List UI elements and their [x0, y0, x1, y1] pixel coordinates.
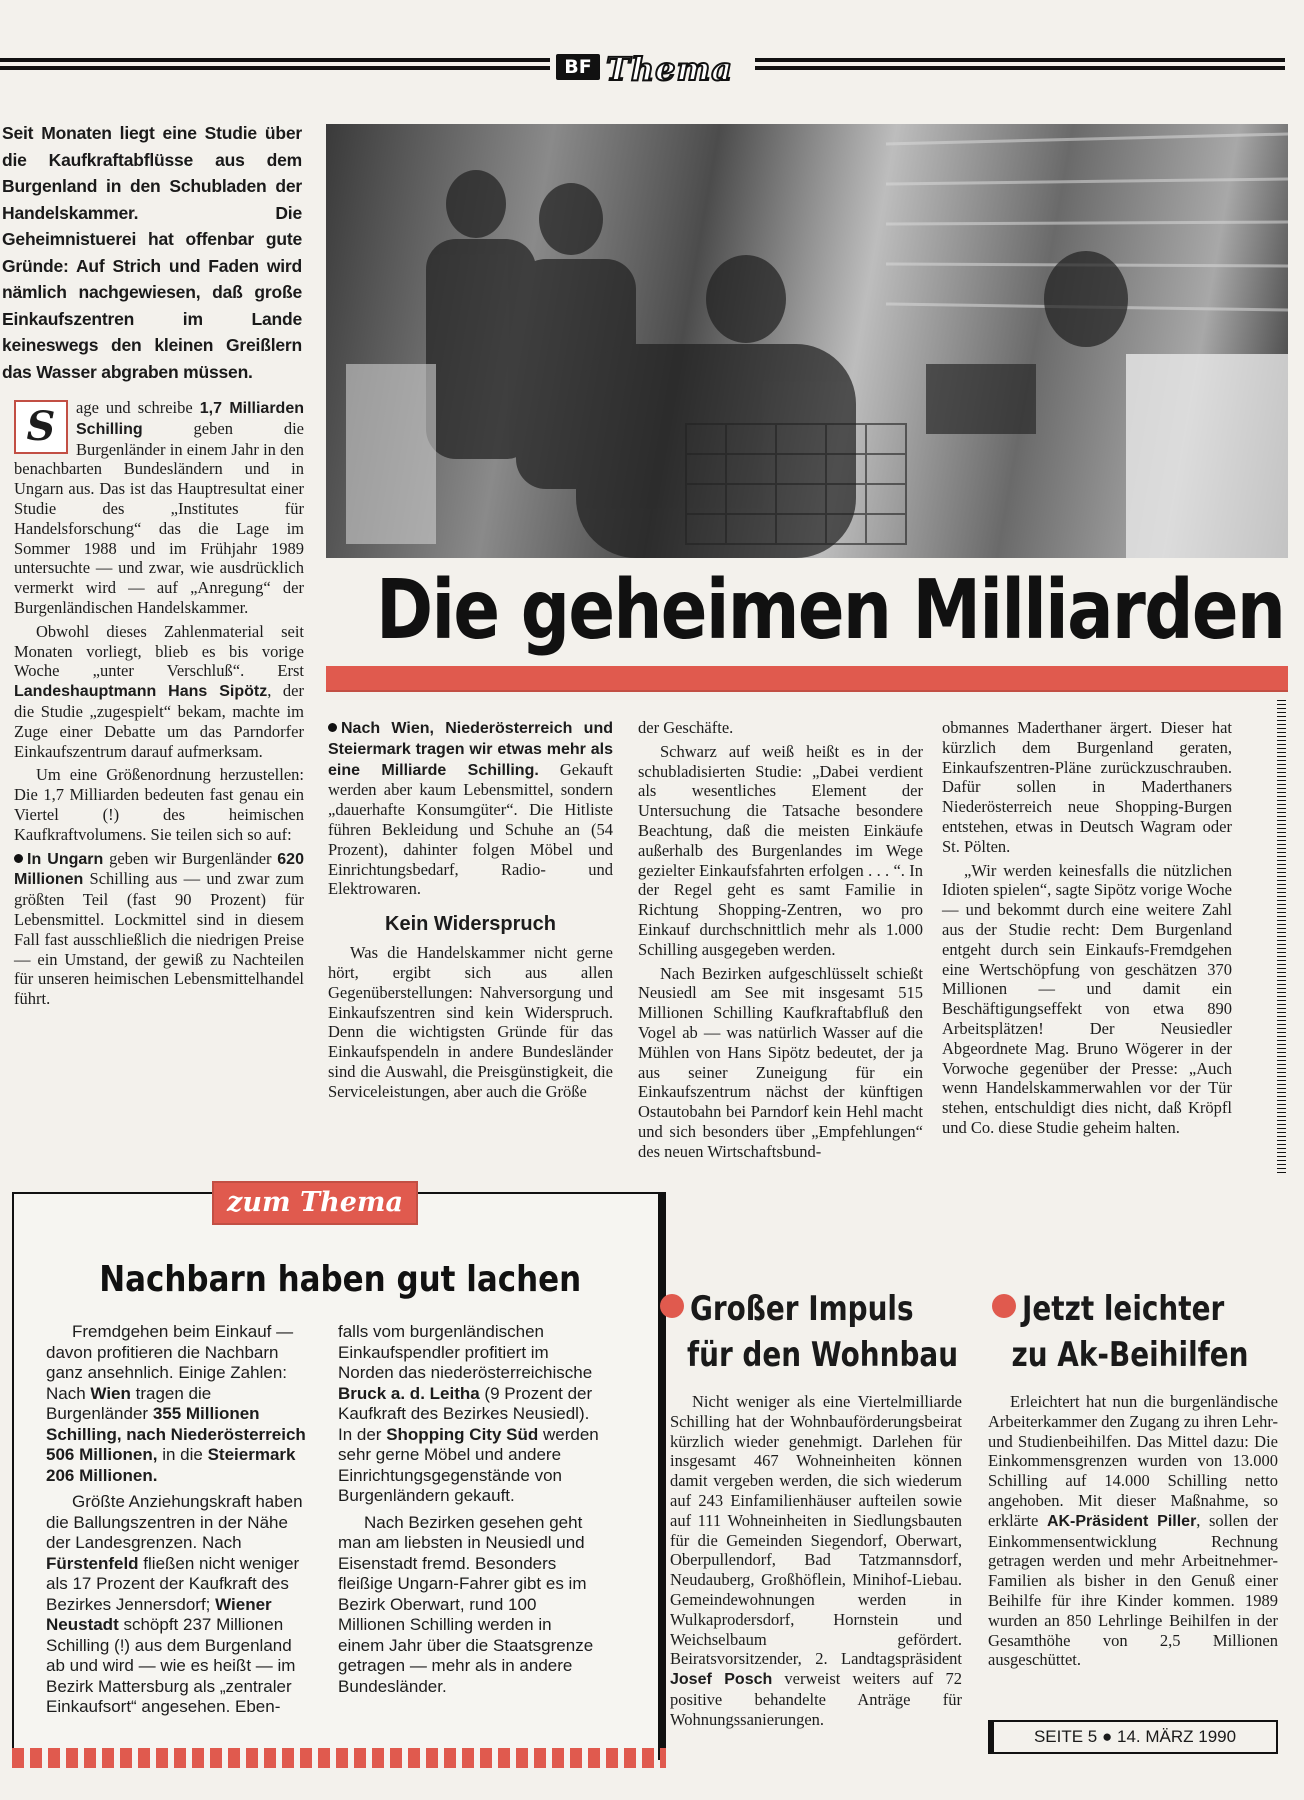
- wohnbau-bold: Josef Posch: [670, 1671, 773, 1689]
- col1-bold: 620 Millionen: [14, 850, 304, 889]
- red-bullet-icon: [992, 1294, 1016, 1318]
- zum-thema-label: zum Thema: [227, 1187, 403, 1218]
- beihilfen-bold: AK-Präsident Piller: [1046, 1512, 1197, 1530]
- beihilfen-body: [988, 1392, 1278, 1674]
- headline-text: Die geheimen Milliarden: [376, 563, 1285, 658]
- box-column-left: [46, 1322, 312, 1724]
- footer-bullet-icon: ●: [1101, 1727, 1113, 1746]
- article-column-4: [942, 718, 1232, 1142]
- supermarket-photo: [326, 124, 1288, 558]
- lead-paragraph: Seit Monaten liegt eine Studie über die Kaufkraftabflüsse aus dem Burgenland in den Schubladen der Handelskammer. Die Geheimnistuerei hat offenbar gute Gründe: Auf Strich und Faden wird nämlich nachgewiesen, daß große Einkaufszentren im Lande keineswegs den kleinen Greißlern das Wasser abgraben müssen.: [2, 123, 302, 382]
- page-date: 14. MÄRZ 1990: [1117, 1727, 1237, 1746]
- box-bold: Shopping City Süd: [386, 1424, 539, 1444]
- box-headline-text: Nachbarn haben gut lachen: [99, 1259, 581, 1300]
- headline-underline-rule: [326, 690, 1288, 692]
- article-column-2: [328, 718, 613, 1106]
- box-headline: [30, 1258, 650, 1302]
- header-badge: [556, 50, 748, 88]
- col1-bold: In Ungarn: [27, 850, 104, 868]
- subhead: Kein Widerspruch: [385, 913, 556, 936]
- box-bold: Wien: [90, 1383, 131, 1403]
- box-bold: Wiener Neustadt: [46, 1594, 272, 1634]
- dropcap-box: [14, 400, 68, 454]
- beihilfen-headline-text: Jetzt leichter: [1021, 1289, 1224, 1329]
- box-text: schöpft 237 Millionen Schilling (!) aus dem Burgenland ab und wird — wie es heißt — im Bezirk Mattersburg als „zentraler Einkaufsort“ angesehen. Eben-: [46, 1615, 296, 1716]
- col3-paragraph: Schwarz auf weiß heißt es in der schubladisierten Studie: „Dabei verdient als wesentliches Element der Untersuchung die Tatsache besondere Beachtung, daß die meisten Einkäufe außerhalb des Burgenlandes im Wege gezielter Einkaufsfahrten erfolgen . . . “. In der Regel geht es samt Familie in Richtung Shopping-Zentren, wo pro Einkauf durchschnittlich mehr als 1.000 Schilling ausgegeben werden.: [638, 741, 923, 959]
- beihilfen-headline-line2: zu Ak-Beihilfen: [1011, 1335, 1249, 1375]
- box-paragraph: Nach Bezirken gesehen geht man am liebsten in Neusiedl und Eisenstadt fremd. Besonders fleißige Ungarn-Fahrer gibt es im Bezirk Oberwart, rund 100 Millionen Schilling werden in einem Jahr über die Staatsgrenze getragen — mehr als in andere Bundesländer.: [338, 1512, 594, 1696]
- col1-text: geben wir Burgenländer: [103, 848, 278, 868]
- sidebar-box-bottom-rule: [12, 1748, 666, 1768]
- box-text: in die: [157, 1445, 208, 1464]
- col1-bold: 1,7 Milliarden Schilling: [76, 400, 304, 438]
- beihilfen-headline: [980, 1286, 1280, 1378]
- wohnbau-body: [670, 1392, 962, 1734]
- bullet-icon: [14, 854, 23, 863]
- box-bold: Bruck a. d. Leitha: [338, 1383, 480, 1403]
- col1-text: Obwohl dieses Zahlenmaterial seit Monaten vorliegt, blieb es bis vorige Woche „unter Verschluß“. Erst: [14, 621, 304, 681]
- box-text: Fremdgehen beim Einkauf — davon profitieren die Nachbarn ganz ansehnlich. Einige Zahlen: Nach: [46, 1322, 294, 1403]
- box-bold: Fürstenfeld: [46, 1553, 139, 1573]
- header-rule-left: [0, 58, 550, 70]
- beihilfen-headline-line1: [980, 1286, 1280, 1332]
- col1-text: , der die Studie „zugespielt“ bekam, machte im Zuge einer Debatte um das Parndorfer Einkaufszentrum darauf aufmerksam.: [14, 681, 304, 761]
- dropcap-letter: S: [26, 403, 56, 450]
- box-text: falls vom burgenländischen Einkaufspendler profitiert im Norden das niederösterreichische: [338, 1322, 593, 1382]
- wohnbau-headline-line2: für den Wohnbau: [687, 1335, 959, 1375]
- box-bold: 355 Millionen Schilling, nach Niederösterreich 506 Millionen,: [46, 1404, 306, 1464]
- hatch-bar: [1277, 700, 1286, 1175]
- wohnbau-headline-text: Großer Impuls: [690, 1289, 914, 1329]
- box-text: (9 Prozent der Kaufkraft des Bezirkes Neusiedl). In der: [338, 1383, 593, 1444]
- col2-bold: Nach Wien, Niederösterreich und Steiermark tragen wir etwas mehr als eine Milliarde Schilling.: [328, 720, 613, 779]
- photo-illustration: [326, 124, 1288, 558]
- wohnbau-text: Nicht weniger als eine Viertelmilliarde Schilling hat der Wohnbauförderungsbeirat kürzlich wieder genehmigt. Darlehen für insgesamt 467 Wohneinheiten können damit vergeben werden, die sich wiederum auf 243 Einfamilienhäuser aufteilen sowie auf 111 Wohneinheiten in Siedlungsbauten für die Gemeinden Siegendorf, Oberwart, Oberpullendorf, Bad Tatzmannsdorf, Neudauberg, Großhöflein, Minihof-Liebau. Gemeindewohnungen werden in Wulkaprodersdorf, Hornstein und Weichselbaum gefördert. Beiratsvorsitzender, 2. Landtagspräsident: [670, 1392, 962, 1669]
- bf-logo: BF: [556, 54, 600, 80]
- header-rule-right: [755, 58, 1285, 70]
- box-text: Größte Anziehungskraft haben die Ballungszentren in der Nähe der Landesgrenzen. Nach: [46, 1492, 303, 1552]
- box-bold: Steiermark 206 Millionen.: [46, 1445, 296, 1485]
- col1-text: age und schreibe: [76, 398, 200, 417]
- beihilfen-text: Erleichtert hat nun die burgenländische Arbeiterkammer den Zugang zu ihren Lehr- und Studienbeihilfen. Das Mittel dazu: Die Einkommensgrenzen wurden von 13.000 Schilling auf 14.000 Schilling netto angehoben. Mit dieser Maßnahme, so erklärte: [988, 1392, 1278, 1530]
- article-column-1: [14, 398, 304, 1013]
- col3-paragraph: Nach Bezirken aufgeschlüsselt schießt Neusiedl am See mit insgesamt 515 Millionen Schilling Kaufkraftabfluß den Vogel ab — was natürlich Wasser auf die Mühlen von Hans Sipötz bedeutet, der ja aus seiner Zuneigung für ein Einkaufszentrum nächst der künftigen Ostautobahn bei Parndorf kein Hehl macht und sich besonders über „Empfehlungen“ des neuen Wirtschaftsbund-: [638, 963, 923, 1161]
- col1-text: Schilling aus — und zwar zum größten Teil (fast 90 Prozent) für Lebensmittel. Lockmittel sind in diesem Fall fast ausschließlich die niedrigen Preise — ein Umstand, der gewiß zu Nachteilen für unseren heimischen Lebensmittelhandel führt.: [14, 869, 304, 1009]
- box-text: tragen die Burgenländer: [46, 1383, 212, 1423]
- article-column-3: [638, 718, 923, 1166]
- wohnbau-headline: [660, 1286, 960, 1378]
- red-bullet-icon: [660, 1294, 684, 1318]
- bullet-icon: [328, 723, 337, 732]
- section-title: Thema: [606, 50, 734, 88]
- col1-bold: Landeshauptmann Hans Sipötz: [14, 683, 268, 701]
- zum-thema-tag: [212, 1181, 418, 1225]
- col1-paragraph: Um eine Größenordnung herzustellen: Die 1,7 Milliarden bedeuten fast genau ein Viertel (!) des heimischen Kaufkraftvolumens. Sie teilen sich so auf:: [14, 765, 304, 844]
- wohnbau-headline-line1: [660, 1286, 960, 1332]
- col4-paragraph: „Wir werden keinesfalls die nützlichen Idioten spielen“, sagte Sipötz vorige Woche — und bekommt durch eine weitere Zahl aus der Studie recht: Dem Burgenland entgeht durch sein Einkaufs-Fremdgehen eine Wertschöpfung von geschätzen 370 Millionen — und damit ein Beschäftigungseffekt von etwa 890 Arbeitsplätzen! Der Neusiedler Abgeordnete Mag. Bruno Wögerer in der Vorwoche gegenüber der Presse: „Auch wenn Handelskammerwahlen vor der Tür stehen, entschuldigt dies nicht, daß Kröpfl und Co. diese Studie geheim halten.: [942, 860, 1232, 1137]
- wohnbau-text: verweist weiters auf 72 positive behandelte Anträge für Wohnungssanierungen.: [670, 1669, 962, 1729]
- page-number: SEITE 5: [1033, 1727, 1098, 1746]
- col2-text: Gekauft werden aber kaum Lebensmittel, sondern „dauerhafte Konsumgüter“. Die Hitliste führen Bekleidung und Schuhe an (54 Prozent), dahinter folgen Möbel und Einrichtungsbedarf, Radio- und Elektrowaren.: [328, 759, 613, 899]
- box-column-right: [338, 1322, 600, 1703]
- headline: [376, 563, 1285, 666]
- page-footer: [988, 1720, 1278, 1754]
- box-text: fließen nicht weniger als 17 Prozent der Kaufkraft des Bezirkes Jennersdorf;: [46, 1553, 300, 1614]
- col4-paragraph: obmannes Maderthaner ärgert. Dieser hat kürzlich dem Burgenland geraten, Einkaufszentren-Pläne zurückzuschrauben. Dafür sollen in Maderthaners Niederösterreich neue Shopping-Burgen entstehen, etwas in Deutsch Wagram oder St. Pölten.: [942, 718, 1232, 856]
- col2-paragraph: Was die Handelskammer nicht gerne hört, ergibt sich aus allen Gegenüberstellungen: Nahversorgung und Einkaufszentren sind kein Widerspruch. Denn die wichtigsten Gründe für das Einkaufspendeln in andere Bundesländer sind die Auswahl, die Preisgünstigkeit, die Serviceleistungen, aber auch die Größe: [328, 943, 613, 1101]
- box-text: werden sehr gerne Möbel und andere Einrichtungsgegenstände von Burgenländern gekauft.: [338, 1424, 599, 1505]
- col3-paragraph: der Geschäfte.: [638, 718, 734, 737]
- beihilfen-text: , sollen der Einkommensentwicklung Rechnung getragen werden und mehr Arbeitnehmer-Familien als bisher in den Genuß einer Beihilfe für ihre Kinder kommen. 1989 wurden an 850 Lehrlinge Beihilfen in der Gesamthöhe von 2,5 Millionen ausgeschüttet.: [988, 1510, 1278, 1670]
- headline-underline-bar: [326, 666, 1288, 690]
- col1-text: geben die Burgenländer in einem Jahr in den benachbarten Bundesländern und in Ungarn aus. Das ist das Hauptresultat einer Studie des „Institutes für Handelsforschung“ das die Lage im Sommer 1988 und im Frühjahr 1989 untersuchte — und zwar, wie ausdrücklich vermerkt wird — auf „Anregung“ der Burgenländischen Handelskammer.: [14, 418, 304, 617]
